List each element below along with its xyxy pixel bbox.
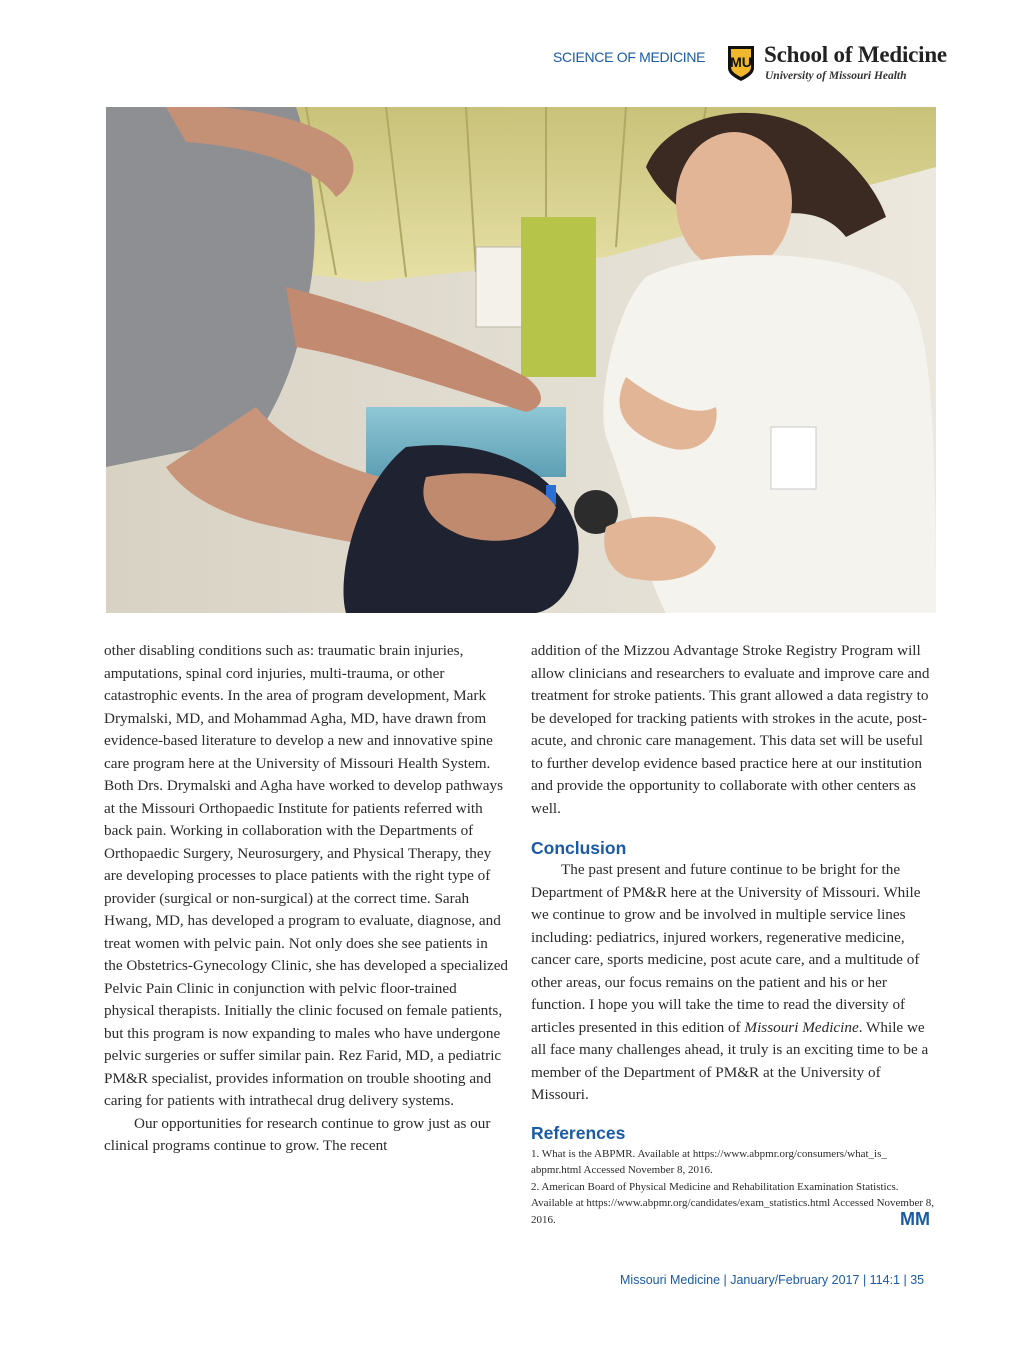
- right-column: [531, 640, 936, 1228]
- left-column: [104, 640, 509, 1158]
- page-footer: Missouri Medicine | January/February 2017 | 114:1 | 35: [620, 1273, 925, 1287]
- journal-title-italic: Missouri Medicine: [744, 1018, 859, 1036]
- school-subtitle: University of Missouri Health: [765, 70, 907, 82]
- logo-letters: MU: [730, 54, 752, 70]
- paragraph: other disabling conditions such as: traumatic brain injuries, amputations, spinal cord injuries, multi-trauma, or other catastrophic events. In the area of program development, Mark Drymalski, MD, and Mohammad Agha, MD, have drawn from evidence-based literature to develop a new and innovative spine care program here at the University of Missouri Health System. Both Drs. Drymalski and Agha have worked to develop pathways at the Missouri Orthopaedic Institute for patients referred with back pain. Working in collaboration with the Departments of Orthopaedic Surgery, Neurosurgery, and Physical Therapy, they are developing processes to place patients with the right type of provider (surgical or non-surgical) at the correct time. Sarah Hwang, MD, has developed a program to evaluate, diagnose, and treat women with pelvic pain. Not only does she see patients in the Obstetrics-Gynecology Clinic, she has developed a specialized Pelvic Pain Clinic in conjunction with pelvic floor-trained physical therapists. Initially the clinic focused on female patients, but this program is now expanding to males who have undergone pelvic surgeries or suffer similar pain. Rez Farid, MD, a pediatric PM&R specialist, provides information on trouble shooting and caring for patients with intrathecal drug delivery systems.: [104, 642, 509, 1109]
- photo-clinic-therapy: [106, 107, 936, 613]
- mu-tiger-logo: [726, 44, 756, 82]
- mm-end-mark: MM: [900, 1209, 930, 1229]
- paragraph: addition of the Mizzou Advantage Stroke Registry Program will allow clinicians and researchers to evaluate and improve care and treatment for stroke patients. This grant allowed a data registry to be developed for tracking patients with strokes in the acute, post-acute, and chronic care management. This data set will be useful to further develop evidence based practice here at our institution and provide the opportunity to collaborate with other centers as well.: [531, 642, 930, 817]
- paragraph: Our opportunities for research continue to grow just as our clinical programs continue to grow. The recent: [104, 1114, 491, 1154]
- school-name: School of Medicine: [764, 42, 947, 67]
- reference-item: 2. American Board of Physical Medicine and Rehabilitation Examination Statistics. Available at https://www.abpmr.org/candidates/exam_statistics.html Accessed November 8, 2016.: [531, 1180, 935, 1226]
- reference-item: 1. What is the ABPMR. Available at https://www.abpmr.org/consumers/what_is_ abpmr.html Accessed November 8, 2016.: [531, 1147, 887, 1176]
- section-label: SCIENCE OF MEDICINE: [553, 49, 706, 65]
- conclusion-paragraph: [531, 859, 936, 1107]
- conclusion-text-end: . While we all face many challenges ahead, it truly is an exciting time to be a member of the Department of PM&R at the University of Missouri.: [531, 1018, 929, 1103]
- conclusion-text: The past present and future continue to be bright for the Department of PM&R here at the University of Missouri. While we continue to grow and be involved in multiple service lines including: pediatrics, injured workers, regenerative medicine, cancer care, sports medicine, post acute care, and a multitude of other areas, our focus remains on the patient and his or her function. I hope you will take the time to read the diversity of articles presented in this edition of: [531, 861, 921, 1036]
- references-heading: References: [531, 1122, 626, 1143]
- conclusion-heading: Conclusion: [531, 838, 627, 858]
